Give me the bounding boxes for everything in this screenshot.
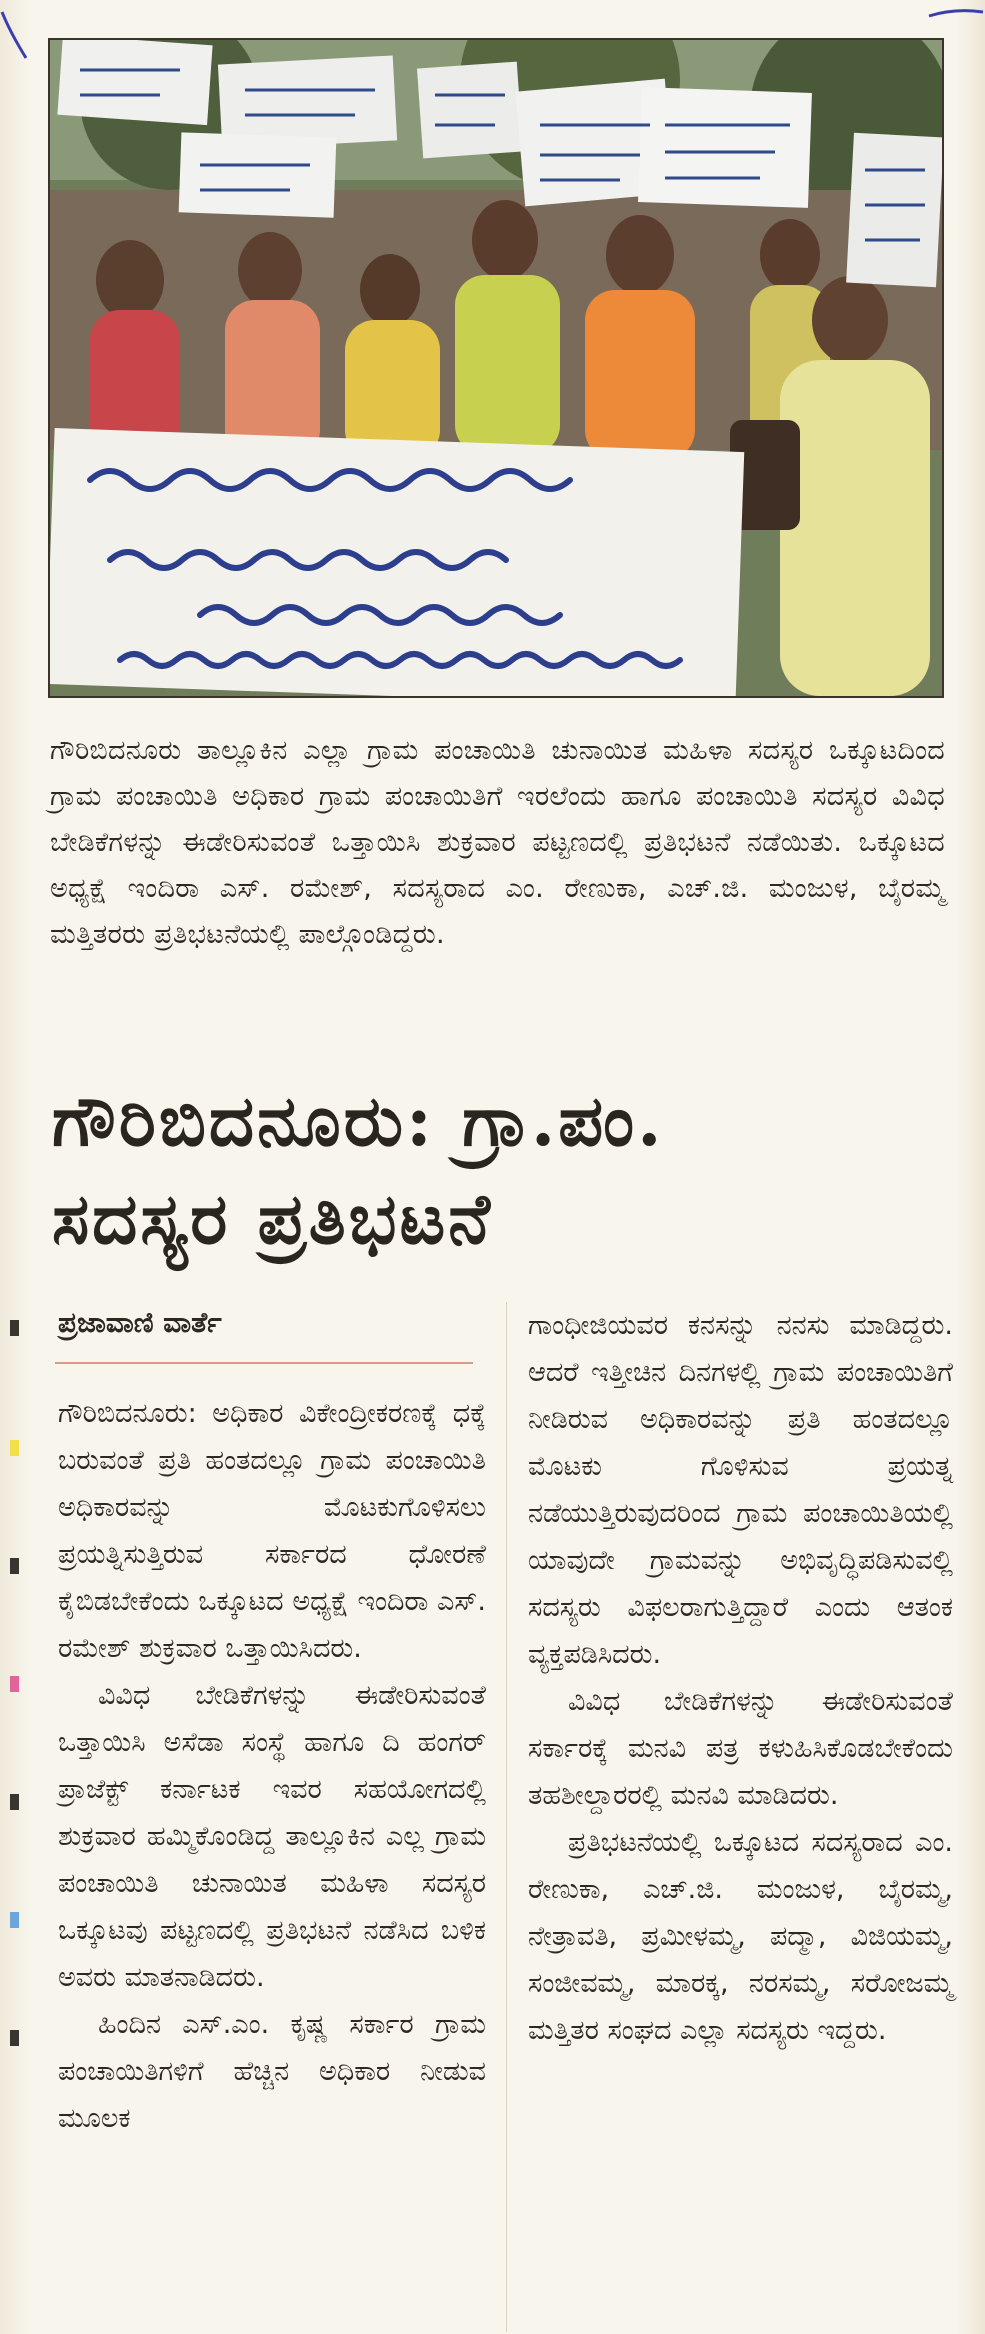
article-headline (52, 1072, 952, 1268)
paragraph: ಗಾಂಧೀಜಿಯವರ ಕನಸನ್ನು ನನಸು ಮಾಡಿದ್ದರು. ಆದರೆ ಇತ್ತೀಚಿನ ದಿನಗಳಲ್ಲಿ ಗ್ರಾಮ ಪಂಚಾಯಿತಿಗೆ ನೀಡಿರುವ ಅಧಿಕಾರವನ್ನು ಪ್ರತಿ ಹಂತದಲ್ಲೂ ಮೊಟಕು ಗೊಳಿಸುವ ಪ್ರಯತ್ನ ನಡೆಯುತ್ತಿರುವುದರಿಂದ ಗ್ರಾಮ ಪಂಚಾಯಿತಿಯಲ್ಲಿ ಯಾವುದೇ ಗ್ರಾಮವನ್ನು ಅಭಿವೃದ್ಧಿಪಡಿಸುವಲ್ಲಿ ಸದಸ್ಯರು ವಿಫಲರಾಗುತ್ತಿದ್ದಾರೆ ಎಂದು ಆತಂಕ ವ್ಯಕ್ತಪಡಿಸಿದರು. (528, 1310, 953, 1670)
print-registration-marker (10, 1912, 19, 1928)
article-column-right (528, 1302, 953, 2054)
byline-rule (55, 1362, 473, 1364)
news-photo (48, 38, 944, 698)
print-registration-marker (10, 1320, 19, 1336)
photo-caption: ಗೌರಿಬಿದನೂರು ತಾಲ್ಲೂಕಿನ ಎಲ್ಲಾ ಗ್ರಾಮ ಪಂಚಾಯಿತಿ ಚುನಾಯಿತ ಮಹಿಳಾ ಸದಸ್ಯರ ಒಕ್ಕೂಟದಿಂದ ಗ್ರಾಮ ಪಂಚಾಯಿತಿ ಅಧಿಕಾರ ಗ್ರಾಮ ಪಂಚಾಯಿತಿಗೆ ಇರಲೆಂದು ಹಾಗೂ ಪಂಚಾಯಿತಿ ಸದಸ್ಯರ ವಿವಿಧ ಬೇಡಿಕೆಗಳನ್ನು ಈಡೇರಿಸುವಂತೆ ಒತ್ತಾಯಿಸಿ ಶುಕ್ರವಾರ ಪಟ್ಟಣದಲ್ಲಿ ಪ್ರತಿಭಟನೆ ನಡೆಯಿತು. ಒಕ್ಕೂಟದ ಅಧ್ಯಕ್ಷೆ ಇಂದಿರಾ ಎಸ್. ರಮೇಶ್, ಸದಸ್ಯರಾದ ಎಂ. ರೇಣುಕಾ, ಎಚ್.ಜಿ. ಮಂಜುಳ, ಬೈರಮ್ಮ ಮತ್ತಿತರರು ಪ್ರತಿಭಟನೆಯಲ್ಲಿ ಪಾಲ್ಗೊಂಡಿದ್ದರು. (50, 735, 945, 950)
column-divider (506, 1302, 507, 2332)
print-registration-marker (10, 1440, 19, 1456)
paragraph: ಪ್ರತಿಭಟನೆಯಲ್ಲಿ ಒಕ್ಕೂಟದ ಸದಸ್ಯರಾದ ಎಂ. ರೇಣುಕಾ, ಎಚ್.ಜಿ. ಮಂಜುಳ, ಬೈರಮ್ಮ, ನೇತ್ರಾವತಿ, ಪ್ರಮೀಳಮ್ಮ, ಪದ್ಮಾ, ವಿಜಿಯಮ್ಮ, ಸಂಜೀವಮ್ಮ, ಮಾರಕ್ಕ, ನರಸಮ್ಮ, ಸರೋಜಮ್ಮ ಮತ್ತಿತರ ಸಂಘದ ಎಲ್ಲಾ ಸದಸ್ಯರು ಇದ್ದರು. (528, 1827, 953, 2046)
headline-line-2: ಸದಸ್ಯರ ಪ್ರತಿಭಟನೆ (52, 1177, 493, 1260)
byline: ಪ್ರಜಾವಾಣಿ ವಾರ್ತೆ (58, 1306, 222, 1339)
paragraph: ವಿವಿಧ ಬೇಡಿಕೆಗಳನ್ನು ಈಡೇರಿಸುವಂತೆ ಸರ್ಕಾರಕ್ಕೆ ಮನವಿ ಪತ್ರ ಕಳುಹಿಸಿಕೊಡಬೇಕೆಂದು ತಹಶೀಲ್ದಾರರಲ್ಲಿ ಮನವಿ ಮಾಡಿದರು. (528, 1686, 953, 1811)
paragraph: ಹಿಂದಿನ ಎಸ್.ಎಂ. ಕೃಷ್ಣ ಸರ್ಕಾರ ಗ್ರಾಮ ಪಂಚಾಯಿತಿಗಳಿಗೆ ಹೆಚ್ಚಿನ ಅಧಿಕಾರ ನೀಡುವ ಮೂಲಕ (58, 2009, 486, 2134)
print-registration-marker (10, 1676, 19, 1692)
pen-mark-left (0, 2, 40, 62)
paragraph: ಗೌರಿಬಿದನೂರು: ಅಧಿಕಾರ ವಿಕೇಂದ್ರೀಕರಣಕ್ಕೆ ಧಕ್ಕೆ ಬರುವಂತೆ ಪ್ರತಿ ಹಂತದಲ್ಲೂ ಗ್ರಾಮ ಪಂಚಾಯಿತಿ ಅಧಿಕಾರವನ್ನು ಮೊಟಕುಗೊಳಿಸಲು ಪ್ರಯತ್ನಿಸುತ್ತಿರುವ ಸರ್ಕಾರದ ಧೋರಣೆ ಕೈಬಿಡಬೇಕೆಂದು ಒಕ್ಕೂಟದ ಅಧ್ಯಕ್ಷೆ ಇಂದಿರಾ ಎಸ್. ರಮೇಶ್ ಶುಕ್ರವಾರ ಒತ್ತಾಯಿಸಿದರು. (58, 1398, 486, 1664)
print-registration-marker (10, 1558, 19, 1574)
pen-mark-right (925, 2, 985, 32)
article-column-left (58, 1390, 486, 2142)
print-registration-marker (10, 2030, 19, 2046)
paragraph: ವಿವಿಧ ಬೇಡಿಕೆಗಳನ್ನು ಈಡೇರಿಸುವಂತೆ ಒತ್ತಾಯಿಸಿ ಅಸೆಡಾ ಸಂಸ್ಥೆ ಹಾಗೂ ದಿ ಹಂಗರ್ ಪ್ರಾಜೆಕ್ಟ್ ಕರ್ನಾಟಕ ಇವರ ಸಹಯೋಗದಲ್ಲಿ ಶುಕ್ರವಾರ ಹಮ್ಮಿಕೊಂಡಿದ್ದ ತಾಲ್ಲೂಕಿನ ಎಲ್ಲ ಗ್ರಾಮ ಪಂಚಾಯಿತಿ ಚುನಾಯಿತ ಮಹಿಳಾ ಸದಸ್ಯರ ಒಕ್ಕೂಟವು ಪಟ್ಟಣದಲ್ಲಿ ಪ್ರತಿಭಟನೆ ನಡೆಸಿದ ಬಳಿಕ ಅವರು ಮಾತನಾಡಿದರು. (58, 1680, 486, 1993)
print-registration-marker (10, 1794, 19, 1810)
headline-line-1: ಗೌರಿಬಿದನೂರು: ಗ್ರಾ.ಪಂ. (52, 1079, 665, 1162)
